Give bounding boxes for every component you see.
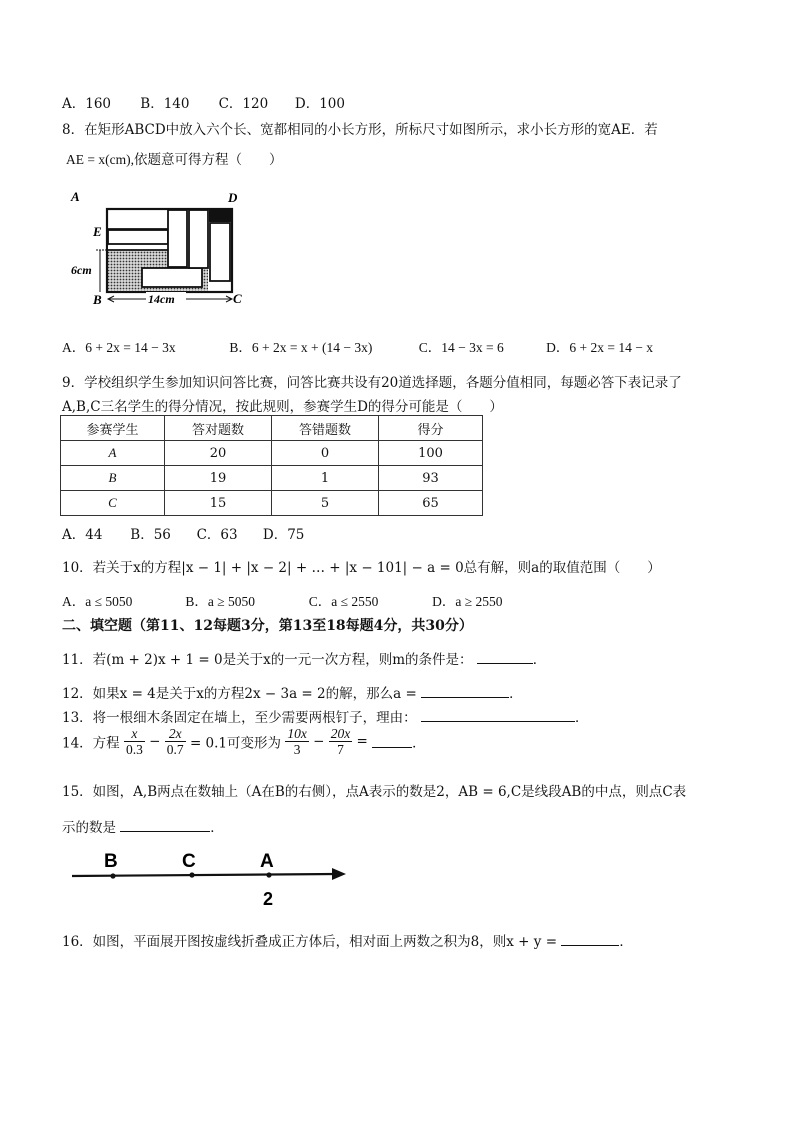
q14-fraction-2: $\frac{2x}{0.7}$: [166, 726, 184, 757]
label-A-value: 2: [263, 889, 274, 909]
q16-text: 16．如图，平面展开图按虚线折叠成正方体后，相对面上两数之积为8，则x + y =: [62, 934, 558, 950]
label-A: A: [260, 851, 274, 872]
label-D: D: [228, 190, 238, 205]
table-row: [61, 466, 483, 491]
q14-text: 14．方程: [62, 735, 120, 752]
table-row: [61, 441, 483, 466]
q10-option-c: C．a ≤ 2550: [308, 594, 379, 609]
label-C: C: [233, 291, 242, 306]
point-B: [110, 873, 115, 878]
q9-option-b: B．56: [130, 527, 171, 543]
q7-options: [62, 92, 345, 112]
q16-answer-blank[interactable]: [561, 933, 619, 946]
q8-option-b: B．6 + 2x = x + (14 − 3x): [229, 340, 373, 355]
q15-number-line: [66, 845, 356, 915]
q14-minus-2: −: [313, 733, 325, 750]
q15-text: 示的数是: [62, 820, 116, 836]
q14-fraction-1: $\frac{x}{0.3}$: [125, 726, 143, 757]
q10-stem: 10．若关于x的方程|x − 1| + |x − 2| + … + |x − 101| − a = 0总有解，则a的取值范围（ ）: [62, 560, 661, 576]
q14: [62, 726, 426, 757]
table-cell: 100: [379, 441, 483, 466]
q14-fraction-4: $\frac{20x}{7}$: [330, 726, 351, 757]
table-header: 答对题数: [165, 416, 272, 441]
table-header: 参赛学生: [61, 416, 165, 441]
q9-option-a: A．44: [62, 527, 103, 543]
q13-suffix: ．: [574, 710, 589, 726]
table-header: 得分: [379, 416, 483, 441]
number-line-arrow: [332, 868, 346, 880]
table-header: 答错题数: [272, 416, 379, 441]
q9-stem-line2: A,B,C三名学生的得分情况，按此规则，参赛学生D的得分可能是（ ）: [62, 399, 503, 415]
q9-options: [62, 523, 304, 543]
q8-option-c: C．14 − 3x = 6: [418, 340, 504, 355]
q14-middle: = 0.1可变形为: [189, 735, 282, 752]
q8-option-a: A．6 + 2x = 14 − 3x: [62, 340, 176, 355]
q7-option-b: B．140: [140, 96, 190, 112]
q8-option-d: D．6 + 2x = 14 − x: [546, 340, 653, 355]
q13-answer-blank[interactable]: [421, 709, 575, 722]
label-B: B: [104, 851, 118, 872]
table-cell: 0: [272, 441, 379, 466]
q11: [62, 648, 546, 668]
q12-text: 12．如果x = 4是关于x的方程2x − 3a = 2的解，那么a =: [62, 686, 417, 702]
q14-fraction-3: $\frac{10x}{3}$: [287, 726, 307, 757]
q7-option-a: A．160: [62, 96, 112, 112]
label-A: A: [71, 189, 80, 204]
table-cell: 93: [379, 466, 483, 491]
q12-suffix: ．: [509, 686, 523, 702]
q11-answer-blank[interactable]: [477, 651, 533, 664]
table-cell: C: [61, 491, 165, 516]
q10-options: [62, 590, 503, 610]
table-cell: B: [61, 466, 165, 491]
q13: [62, 706, 588, 726]
table-header-row: [61, 416, 483, 441]
table-cell: 65: [379, 491, 483, 516]
q15-answer-blank[interactable]: [120, 819, 210, 832]
q9-stem-line1: 9．学校组织学生参加知识问答比赛，问答比赛共设有20道选择题，各题分值相同，每题必答下表记录了: [62, 375, 682, 391]
q8-rectangle-figure: [62, 188, 262, 310]
q10-option-d: D．a ≥ 2550: [432, 594, 503, 609]
label-6cm: 6cm: [71, 263, 92, 277]
q9-score-table: [60, 415, 483, 516]
table-cell: A: [61, 441, 165, 466]
q15-line2: [62, 816, 224, 836]
table-cell: 1: [272, 466, 379, 491]
q14-suffix: ．: [412, 735, 426, 752]
table-row: [61, 491, 483, 516]
q15-suffix: ．: [210, 820, 224, 836]
label-C: C: [182, 851, 196, 872]
section-title: 二、填空题（第11、12每题3分，第13至18每题4分，共30分）: [62, 618, 473, 634]
q14-equals: =: [356, 733, 368, 750]
q10-option-b: B．a ≥ 5050: [185, 594, 256, 609]
q12-answer-blank[interactable]: [421, 685, 509, 698]
q10-option-a: A．a ≤ 5050: [62, 594, 133, 609]
q9-option-c: C．63: [196, 527, 238, 543]
q12: [62, 682, 523, 702]
q9-option-d: D．75: [262, 527, 305, 543]
q14-answer-blank[interactable]: [372, 735, 412, 748]
q15-stem-line1: 15．如图，A,B两点在数轴上（A在B的右侧），点A表示的数是2，AB = 6,C是线段AB的中点，则点C表: [62, 784, 687, 800]
q8-options: [62, 336, 653, 356]
label-E: E: [93, 224, 102, 239]
q14-minus: −: [149, 733, 161, 750]
label-B: B: [93, 292, 102, 307]
q16-suffix: ．: [619, 934, 633, 950]
q13-text: 13．将一根细木条固定在墙上，至少需要两根钉子，理由：: [62, 710, 417, 726]
q16: [62, 930, 633, 950]
q7-option-d: D．100: [294, 96, 345, 112]
q11-suffix: ．: [532, 652, 547, 668]
table-cell: 5: [272, 491, 379, 516]
q8-stem-line2: AE = x(cm),依题意可得方程（ ）: [66, 152, 283, 167]
label-14cm: 14cm: [148, 292, 175, 306]
q11-text: 11．若(m + 2)x + 1 = 0是关于x的一元一次方程，则m的条件是：: [62, 652, 473, 668]
table-cell: 20: [165, 441, 272, 466]
q7-option-c: C．120: [218, 96, 269, 112]
point-A: [266, 872, 271, 877]
table-cell: 19: [165, 466, 272, 491]
point-C: [189, 872, 194, 877]
q8-stem-line1: 8．在矩形ABCD中放入六个长、宽都相同的小长方形，所标尺寸如图所示，求小长方形的宽AE．若: [62, 122, 658, 138]
table-cell: 15: [165, 491, 272, 516]
